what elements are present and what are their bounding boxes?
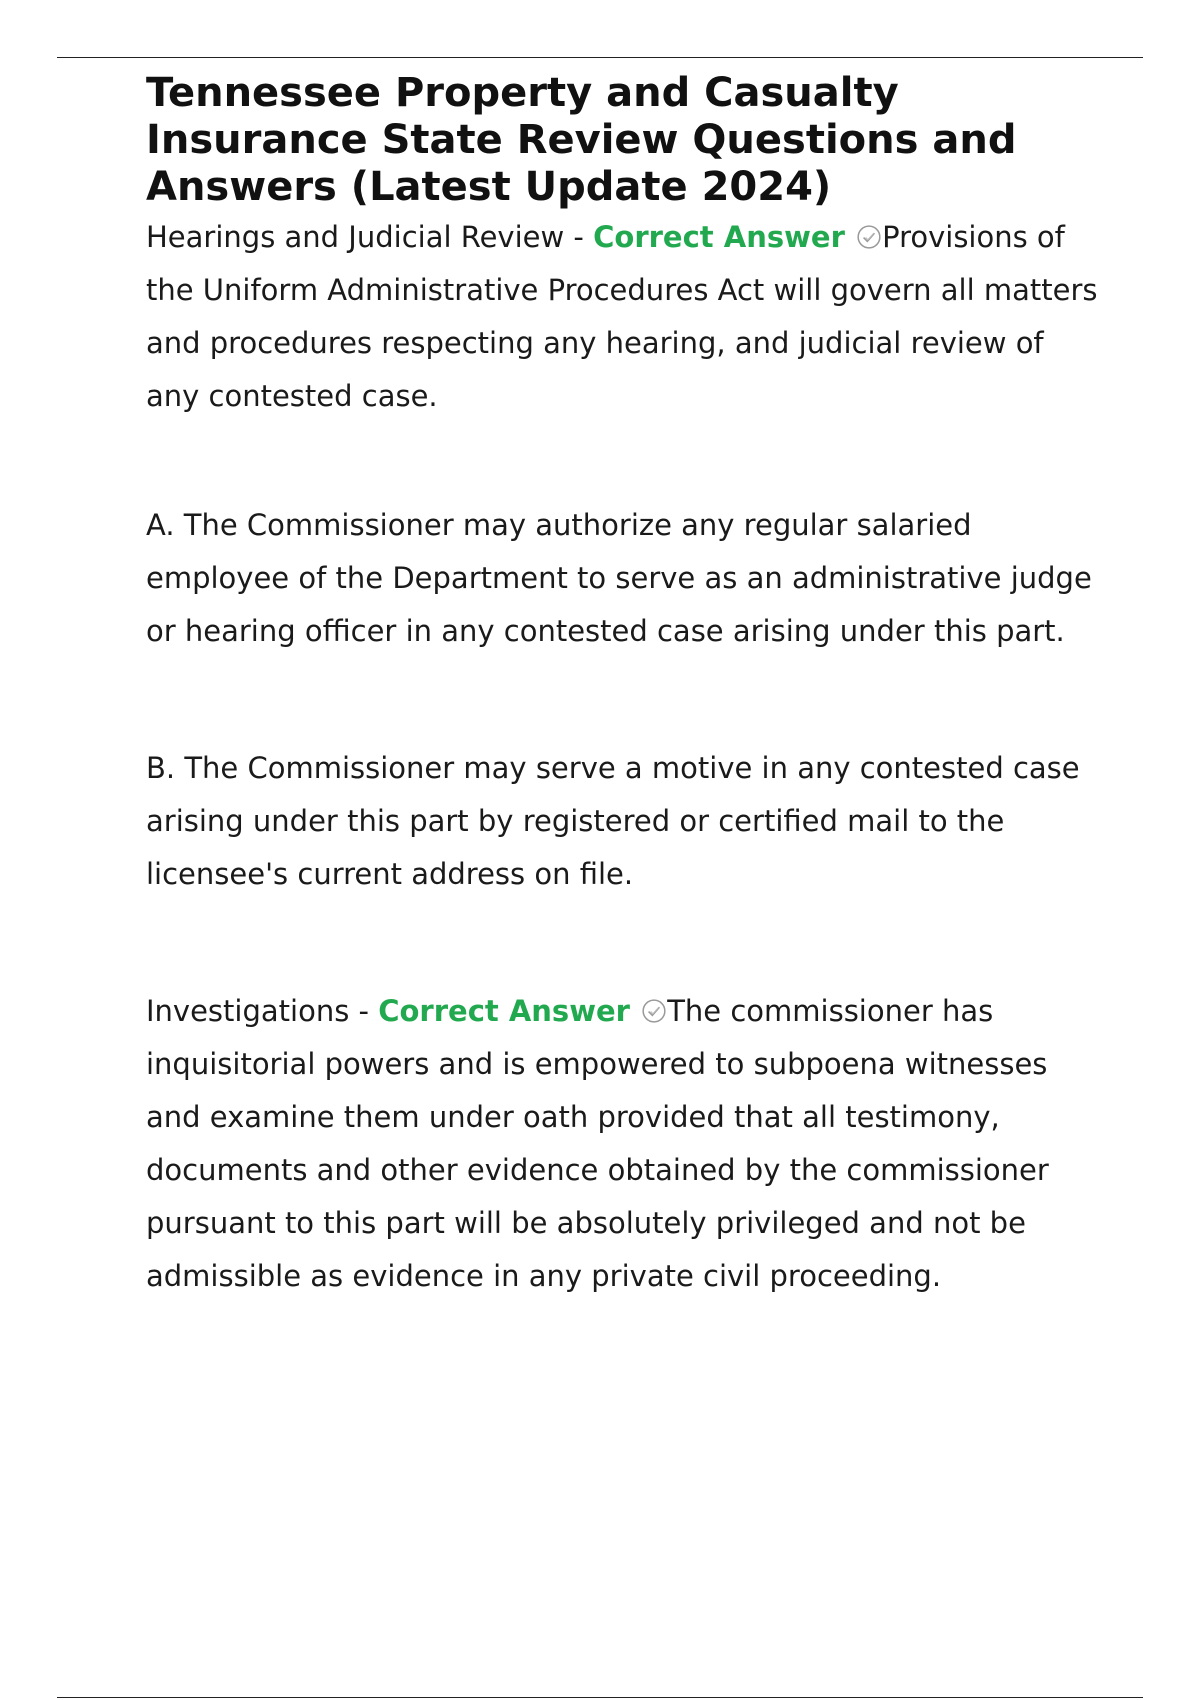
top-divider [57,57,1143,58]
entry-term: Investigations [146,994,350,1028]
entry-term: Hearings and Judicial Review [146,220,565,254]
paragraph-b: B. The Commissioner may serve a motive in any contested case arising under this part by registered or certified mail to the licensee's current address on file. [146,751,1080,891]
document-body [146,70,1106,1303]
entry-answer: Provisions of the Uniform Administrative Procedures Act will govern all matters and procedures respecting any hearing, and judicial review of any contested case. [146,220,1098,413]
paragraph-a: A. The Commissioner may authorize any regular salaried employee of the Department to serve as an administrative judge or hearing officer in any contested case arising under this part. [146,508,1092,648]
correct-answer-label: Correct Answer [593,220,845,254]
qa-entry-hearings [146,211,1106,423]
entry-separator: - [349,994,379,1028]
check-circle-icon [856,224,882,250]
document-title: Tennessee Property and Casualty Insurance State Review Questions and Answers (Latest Update 2024) [146,70,1017,210]
correct-answer-label: Correct Answer [378,994,630,1028]
bottom-divider [57,1697,1143,1698]
check-circle-icon [641,998,667,1024]
qa-entry-investigations [146,985,1106,1303]
entry-separator: - [564,220,594,254]
entry-answer: The commissioner has inquisitorial powers and is empowered to subpoena witnesses and examine them under oath provided that all testimony, documents and other evidence obtained by the commissioner pursuant to this part will be absolutely privileged and not be admissible as evidence in any private civil proceeding. [146,994,1049,1293]
